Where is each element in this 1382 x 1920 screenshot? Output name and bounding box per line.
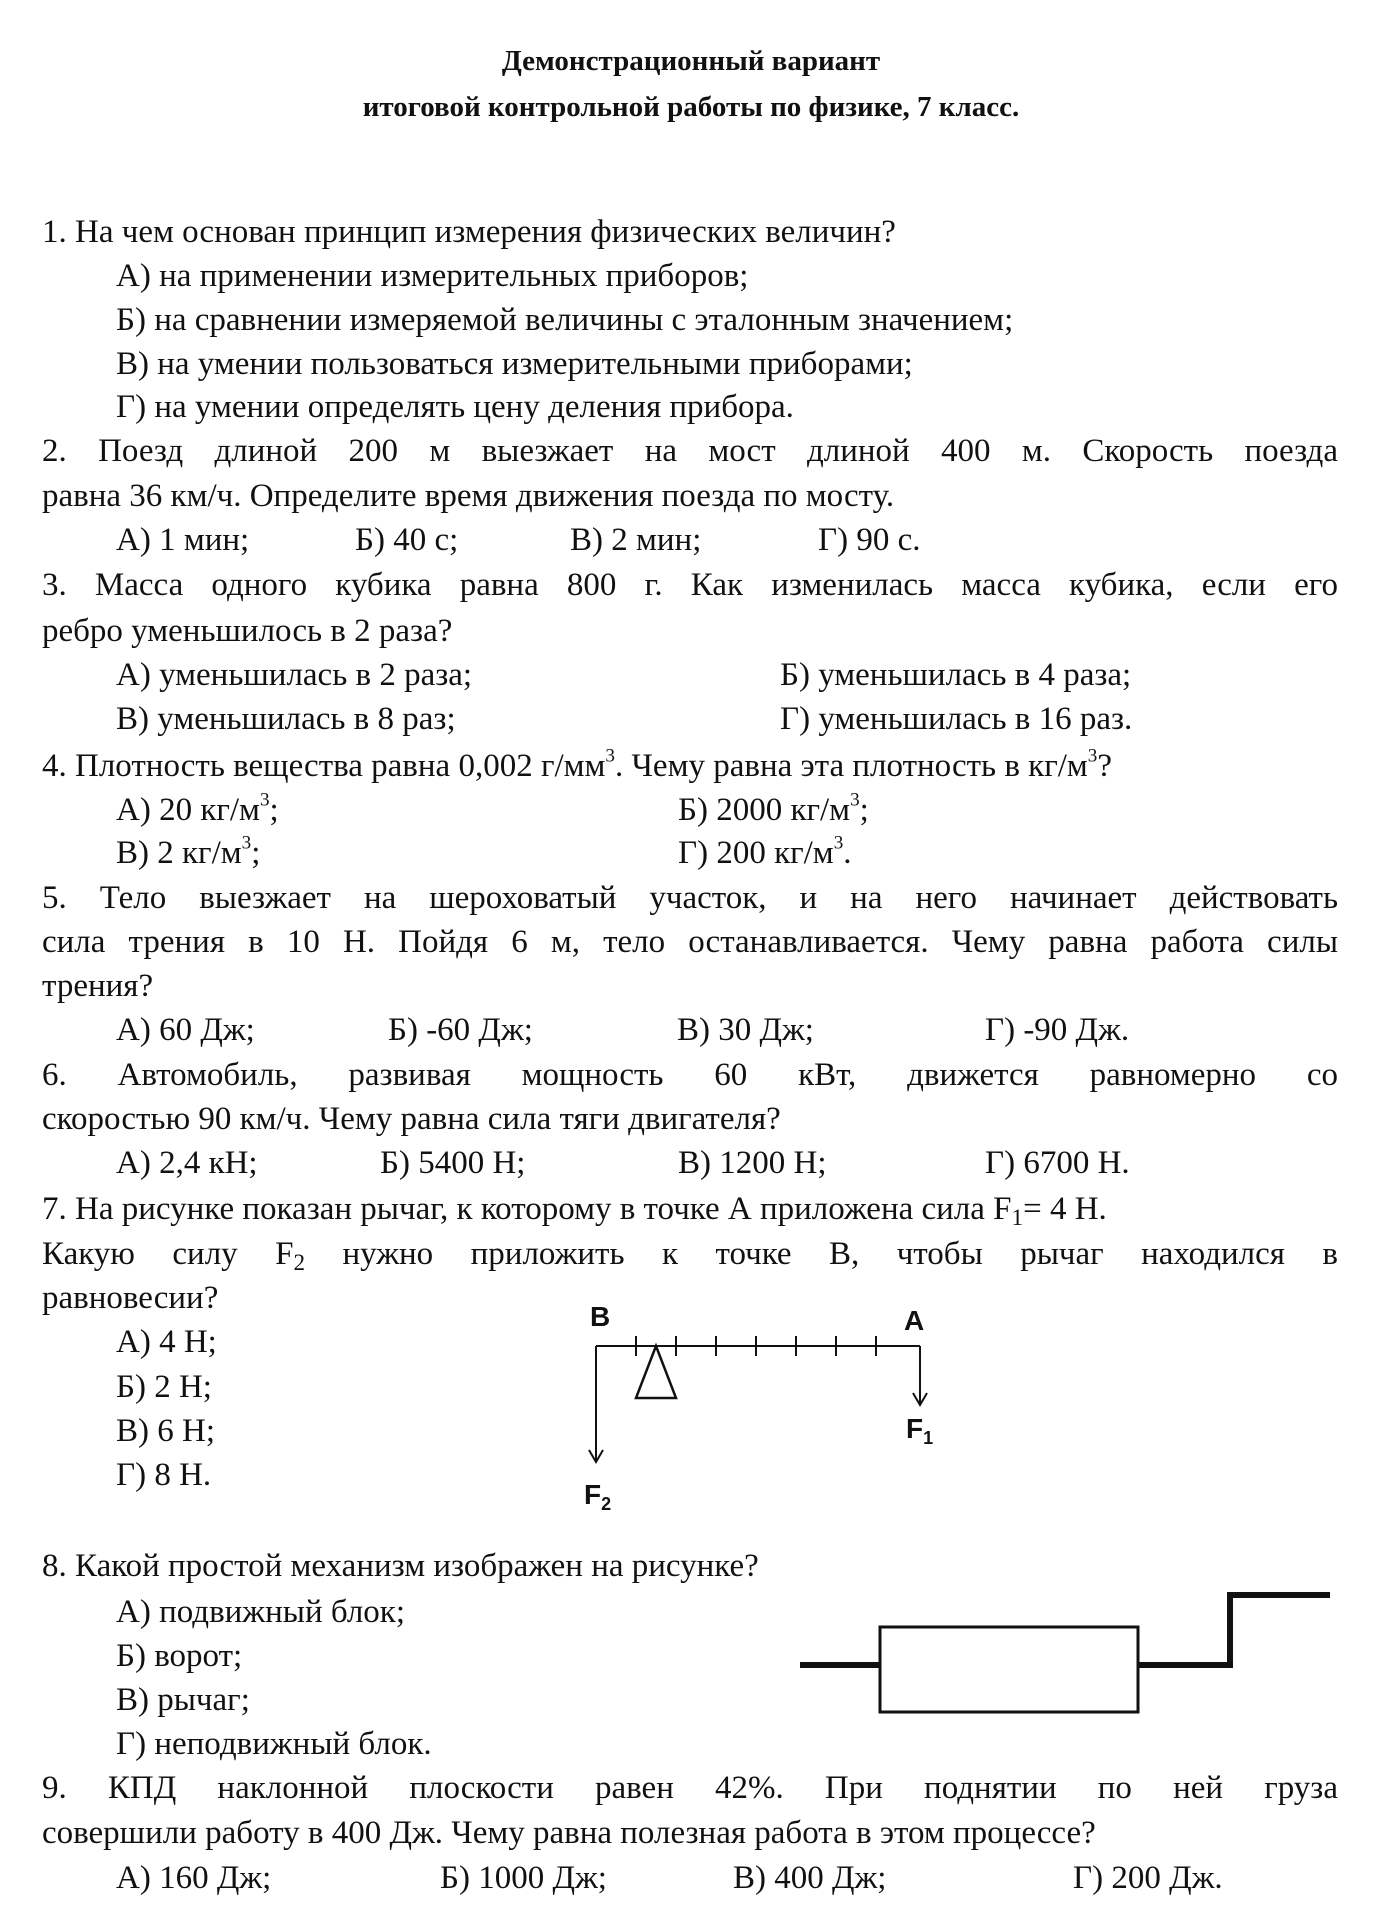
force-f2-letter: F: [584, 1479, 602, 1510]
subscript-2: 2: [293, 1248, 306, 1275]
q3-option-b: Б) уменьшилась в 4 раза;: [780, 657, 1132, 693]
question-7-stem-line1: [42, 1189, 1107, 1229]
question-9-stem-line2: совершили работу в 400 Дж. Чему равна полезная работа в этом процессе?: [42, 1815, 1096, 1851]
superscript-3: 3: [241, 832, 252, 854]
question-3-stem-line2: ребро уменьшилось в 2 раза?: [42, 613, 453, 649]
force-f2-subscript: 2: [601, 1494, 612, 1514]
q4-option-a: [116, 790, 279, 830]
question-9-stem-line1: 9. КПД наклонной плоскости равен 42%. При поднятии по ней груза: [42, 1770, 1338, 1806]
q6-option-c: В) 1200 Н;: [678, 1145, 827, 1181]
q4-option-c-end: ;: [251, 835, 261, 871]
question-4-stem: [42, 746, 1112, 786]
q4-option-c: [116, 833, 260, 873]
q1-option-c: В) на умении пользоваться измерительными приборами;: [116, 346, 913, 382]
q5-option-d: Г) -90 Дж.: [985, 1012, 1130, 1048]
q7-stem-line1-text: 7. На рисунке показан рычаг, к которому в точке А приложена сила F: [42, 1191, 1012, 1227]
q7-stem-line2-text: Какую силу F: [42, 1236, 294, 1272]
question-1-stem: 1. На чем основан принцип измерения физических величин?: [42, 214, 896, 250]
q7-option-d: Г) 8 Н.: [116, 1457, 212, 1493]
superscript-3: 3: [833, 832, 844, 854]
q5-option-a: А) 60 Дж;: [116, 1012, 255, 1048]
question-2-stem-line2: равна 36 км/ч. Определите время движения поезда по мосту.: [42, 478, 895, 514]
q2-option-d: Г) 90 с.: [818, 522, 921, 558]
q2-option-b: Б) 40 с;: [355, 522, 459, 558]
fulcrum-triangle-icon: [636, 1346, 676, 1398]
force-f1-subscript: 1: [923, 1428, 934, 1448]
question-5-stem-line2: сила трения в 10 Н. Пойдя 6 м, тело останавливается. Чему равна работа силы: [42, 924, 1338, 960]
windlass-diagram: [800, 1570, 1340, 1720]
q4-option-d: [678, 833, 852, 873]
question-7-stem-line3: равновесии?: [42, 1280, 219, 1316]
superscript-3: 3: [1087, 745, 1098, 767]
question-2-stem-line1: 2. Поезд длиной 200 м выезжает на мост длиной 400 м. Скорость поезда: [42, 433, 1338, 469]
q1-option-b: Б) на сравнении измеряемой величины с эталонным значением;: [116, 302, 1014, 338]
q6-option-d: Г) 6700 Н.: [985, 1145, 1130, 1181]
q3-option-d: Г) уменьшилась в 16 раз.: [780, 701, 1133, 737]
q7-stem-line2-end: нужно приложить к точке В, чтобы рычаг находился в: [305, 1236, 1338, 1272]
q4-stem-part2: . Чему равна эта плотность в кг/м: [614, 748, 1088, 784]
superscript-3: 3: [259, 789, 270, 811]
q4-option-c-text: В) 2 кг/м: [116, 835, 242, 871]
q7-option-b: Б) 2 Н;: [116, 1369, 212, 1405]
q7-option-a: А) 4 Н;: [116, 1324, 217, 1360]
q8-option-d: Г) неподвижный блок.: [116, 1726, 432, 1762]
q4-option-a-end: ;: [269, 792, 279, 828]
superscript-3: 3: [605, 745, 615, 767]
q7-option-c: В) 6 Н;: [116, 1413, 215, 1449]
q9-option-c: В) 400 Дж;: [733, 1860, 887, 1896]
drum-rect: [880, 1627, 1138, 1712]
q5-option-c: В) 30 Дж;: [677, 1012, 814, 1048]
document-title-line1: Демонстрационный вариант: [501, 45, 881, 77]
q1-option-a: А) на применении измерительных приборов;: [116, 258, 749, 294]
question-6-stem-line2: скоростью 90 км/ч. Чему равна сила тяги двигателя?: [42, 1101, 781, 1137]
q8-option-b: Б) ворот;: [116, 1638, 243, 1674]
q4-stem-part3: ?: [1097, 748, 1113, 784]
document-title-line2: итоговой контрольной работы по физике, 7 класс.: [362, 91, 1020, 123]
question-8-stem: 8. Какой простой механизм изображен на рисунке?: [42, 1548, 759, 1584]
q5-option-b: Б) -60 Дж;: [388, 1012, 533, 1048]
q1-option-d: Г) на умении определять цену деления прибора.: [116, 389, 794, 425]
q9-option-b: Б) 1000 Дж;: [440, 1860, 607, 1896]
q8-option-c: В) рычаг;: [116, 1682, 250, 1718]
q3-option-a: А) уменьшилась в 2 раза;: [116, 657, 473, 693]
q6-option-b: Б) 5400 Н;: [380, 1145, 526, 1181]
force-f1-label: [906, 1413, 933, 1448]
q4-option-d-text: Г) 200 кг/м: [678, 835, 834, 871]
subscript-1: 1: [1011, 1203, 1024, 1230]
q8-option-a: А) подвижный блок;: [116, 1594, 405, 1630]
question-5-stem-line1: 5. Тело выезжает на шероховатый участок, и на него начинает действовать: [42, 880, 1338, 916]
q4-option-d-end: .: [843, 835, 852, 871]
force-f2-label: [584, 1479, 611, 1514]
q2-option-a: А) 1 мин;: [116, 522, 250, 558]
question-5-stem-line3: трения?: [42, 968, 154, 1004]
q9-option-d: Г) 200 Дж.: [1073, 1860, 1223, 1896]
q4-option-b-text: Б) 2000 кг/м: [678, 792, 851, 828]
q4-option-b-end: ;: [859, 792, 869, 828]
question-6-stem-line1: 6. Автомобиль, развивая мощность 60 кВт, движется равномерно со: [42, 1057, 1338, 1093]
q2-option-c: В) 2 мин;: [570, 522, 702, 558]
q4-stem-part1: 4. Плотность вещества равна 0,002 г/мм: [42, 748, 606, 784]
superscript-3: 3: [850, 789, 860, 811]
force-f1-letter: F: [906, 1413, 924, 1444]
q3-option-c: В) уменьшилась в 8 раз;: [116, 701, 456, 737]
question-3-stem-line1: 3. Масса одного кубика равна 800 г. Как изменилась масса кубика, если его: [42, 567, 1338, 603]
crank-handle: [1138, 1595, 1330, 1665]
q6-option-a: А) 2,4 кН;: [116, 1145, 258, 1181]
q4-option-b: [678, 790, 869, 830]
q9-option-a: А) 160 Дж;: [116, 1860, 272, 1896]
q7-stem-line1-end: = 4 Н.: [1023, 1191, 1107, 1227]
lever-diagram: [570, 1290, 960, 1520]
q4-option-a-text: А) 20 кг/м: [116, 792, 260, 828]
question-7-stem-line2: [42, 1234, 1338, 1274]
point-b-label: B: [590, 1301, 611, 1332]
point-a-label: A: [904, 1305, 925, 1336]
